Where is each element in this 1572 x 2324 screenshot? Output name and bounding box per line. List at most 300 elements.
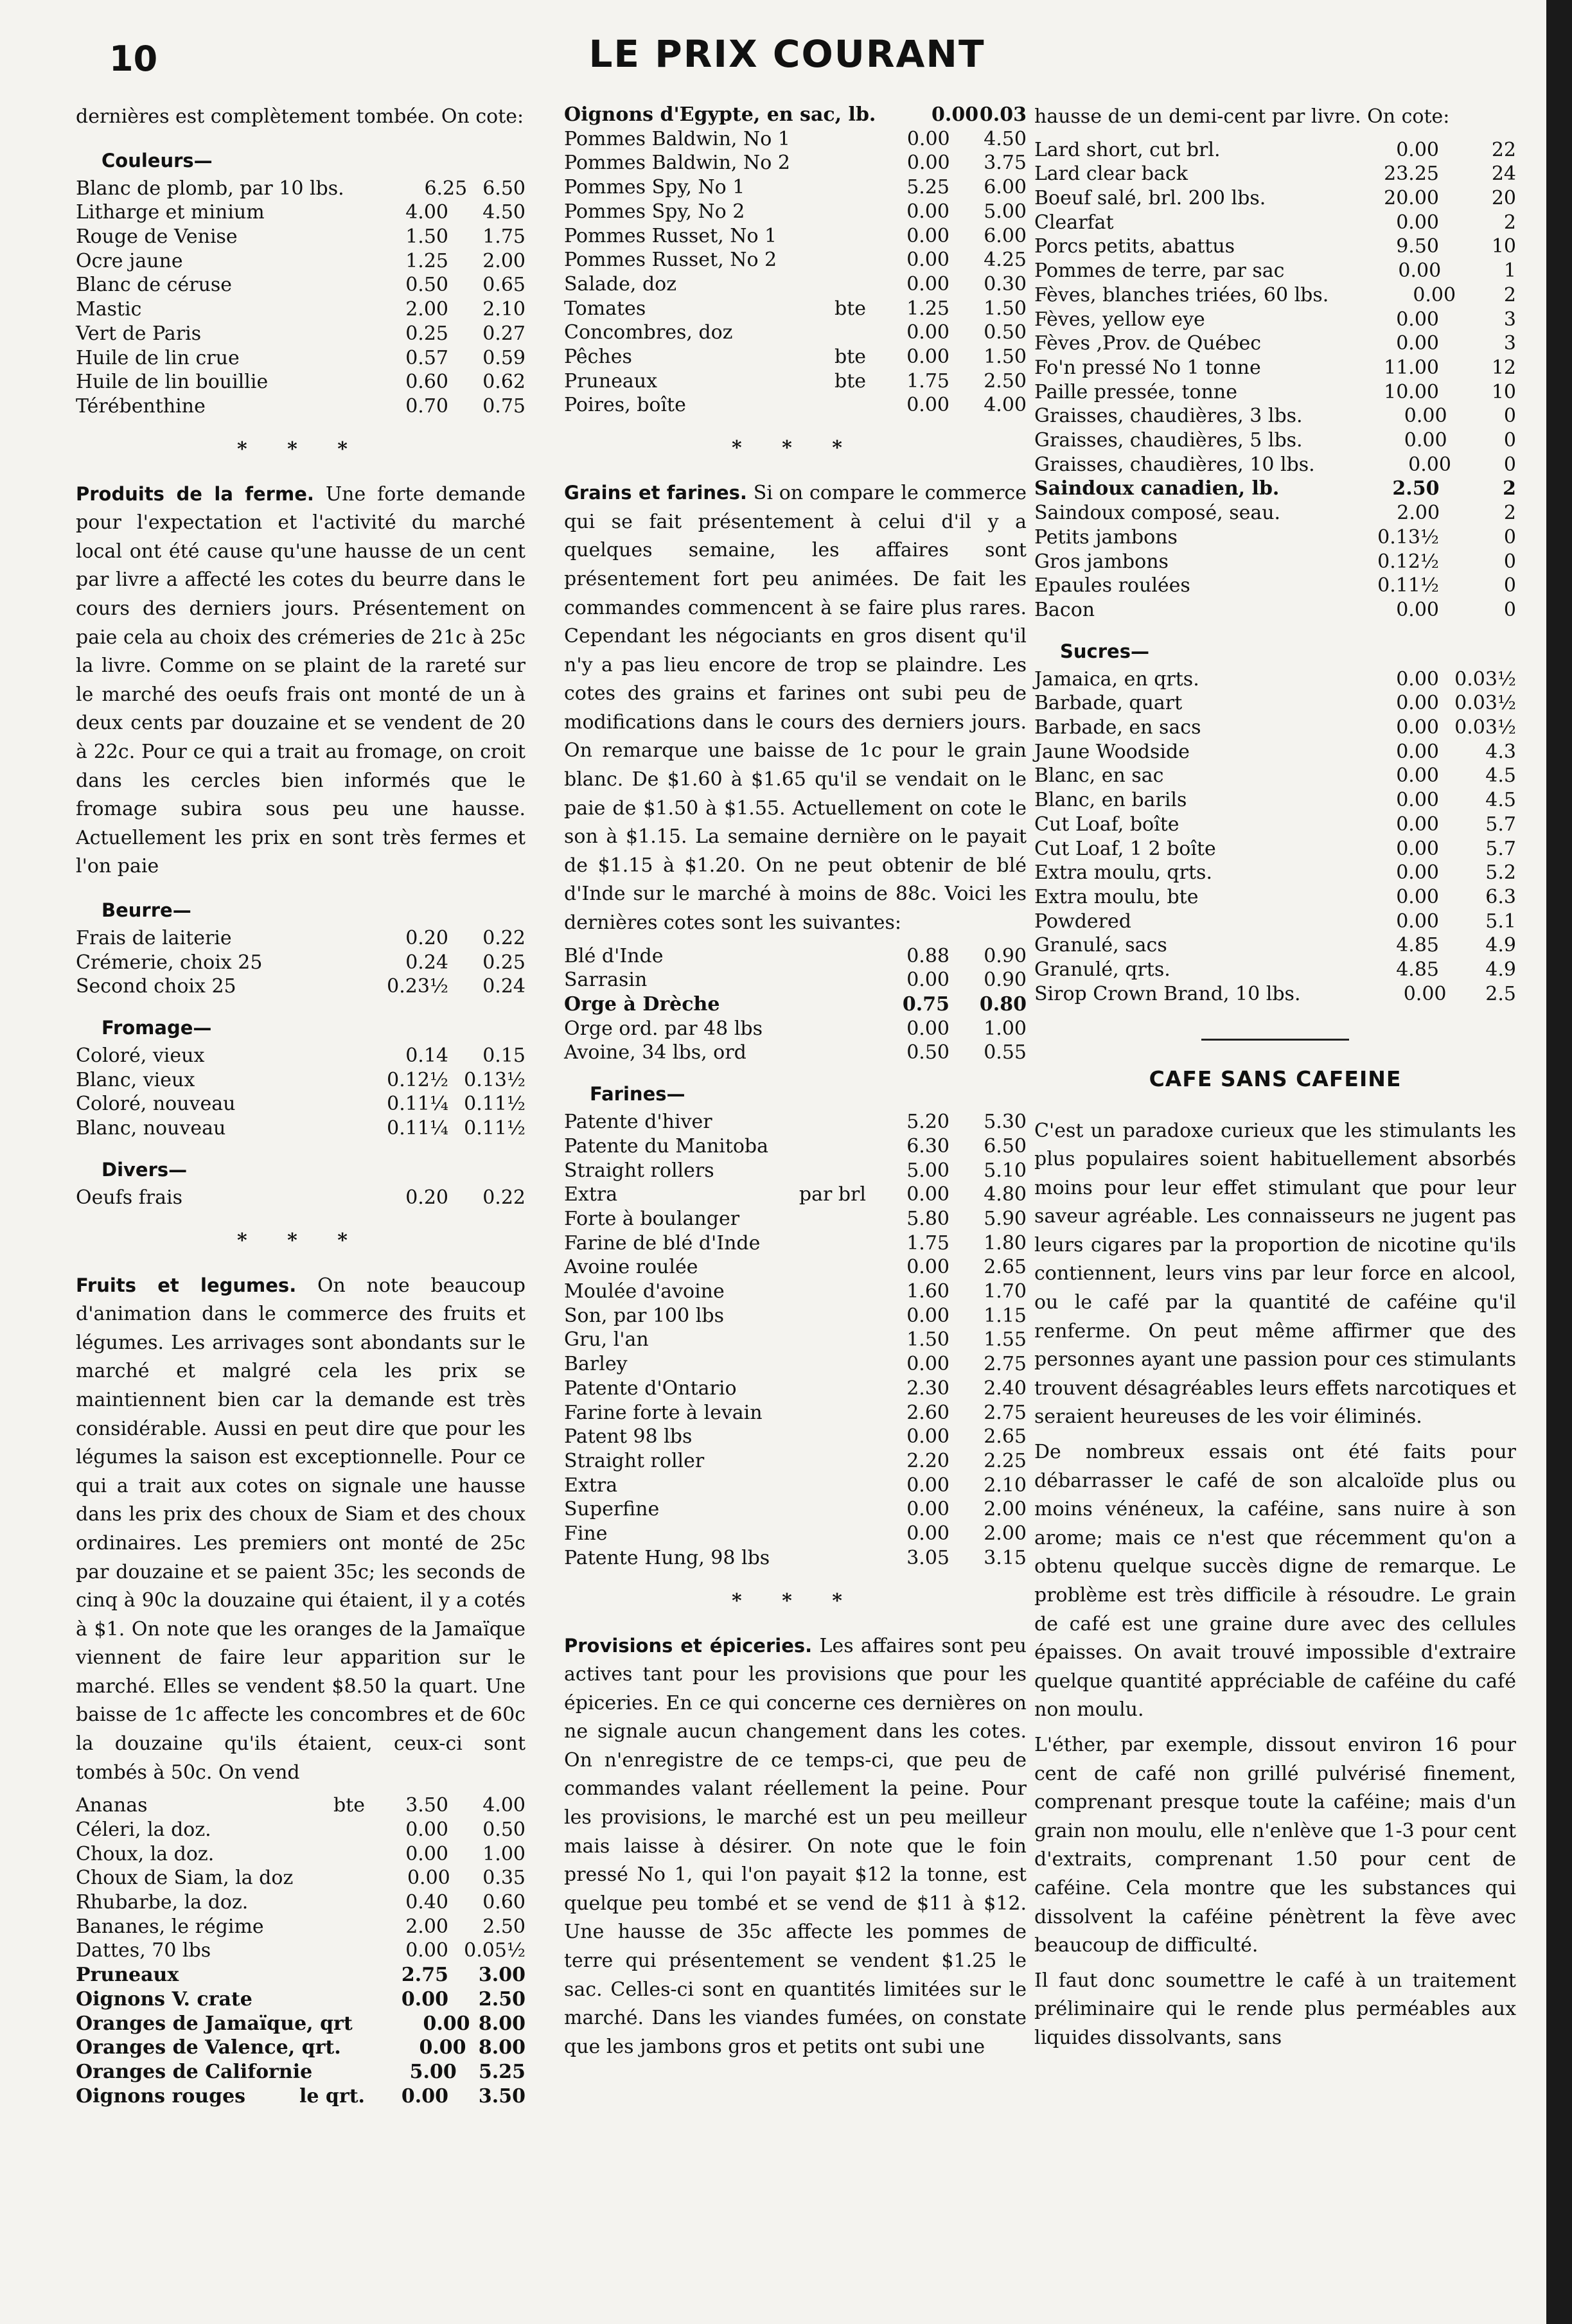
price-row <box>1034 138 1516 163</box>
price-row <box>1034 716 1516 740</box>
price-row <box>1034 598 1516 622</box>
price-high: 0.03½ <box>1454 667 1516 691</box>
price-item-name: Barbade, quart <box>1034 692 1183 715</box>
price-high: 0.13½ <box>464 1068 525 1091</box>
price-high: 0.25 <box>482 951 525 974</box>
price-item-name: Poires, boîte <box>564 394 686 417</box>
price-unit <box>1279 477 1363 501</box>
price-unit <box>1278 331 1362 356</box>
price-item-name: Lard short, cut brl. <box>1034 138 1221 161</box>
price-low: 0.00 <box>1408 453 1451 476</box>
price-high: 0.22 <box>482 926 525 949</box>
price-unit <box>288 1842 371 1867</box>
price-low: 2.20 <box>906 1450 949 1472</box>
price-low: 0.00 <box>932 103 979 126</box>
price-high: 5.7 <box>1485 813 1516 836</box>
section-divider: * * * <box>237 437 364 461</box>
price-high: 4.9 <box>1485 934 1516 957</box>
price-unit <box>1278 788 1362 813</box>
price-low: 0.00 <box>906 127 950 150</box>
price-row <box>1034 477 1516 501</box>
price-row <box>1034 186 1516 211</box>
price-unit <box>288 322 371 346</box>
price-high: 0.05½ <box>464 1939 525 1962</box>
price-unit <box>1278 716 1362 740</box>
price-row <box>564 1255 1027 1280</box>
price-unit <box>288 200 371 225</box>
price-high: 0.15 <box>482 1044 525 1068</box>
grains-heading: Grains et farines. <box>564 482 747 504</box>
price-high: 24 <box>1491 163 1516 186</box>
price-high: 12 <box>1491 356 1516 379</box>
price-item-name: Pommes Baldwin, No 2 <box>564 152 790 175</box>
price-high: 4.25 <box>984 249 1027 272</box>
price-item-name: Coloré, vieux <box>76 1044 205 1068</box>
price-unit <box>1301 982 1377 1007</box>
price-row <box>564 393 1027 418</box>
price-row <box>564 224 1027 249</box>
price-low: 0.13½ <box>1377 525 1439 549</box>
price-row <box>1034 740 1516 764</box>
price-item-name: Barbade, en sacs <box>1034 716 1201 739</box>
price-high: 2.50 <box>478 1987 525 2011</box>
price-unit: bte <box>333 1794 365 1817</box>
price-unit <box>1278 598 1362 622</box>
fruits-heading: Fruits et legumes. <box>76 1274 297 1296</box>
price-row <box>564 1522 1027 1546</box>
price-row <box>1034 764 1516 788</box>
price-unit <box>789 1041 872 1065</box>
price-row <box>1034 574 1516 598</box>
price-low: 0.00 <box>1403 982 1447 1005</box>
price-high: 5.10 <box>984 1159 1027 1182</box>
price-low: 0.00 <box>1396 598 1439 621</box>
price-unit: le qrt. <box>299 2084 365 2108</box>
section-divider: * * * <box>732 1589 859 1612</box>
price-high: 22 <box>1491 138 1516 161</box>
farines-table <box>564 1110 1027 1570</box>
price-item-name: Pruneaux <box>76 1964 179 1987</box>
price-row <box>1034 259 1516 283</box>
price-unit: bte <box>834 346 866 369</box>
price-unit <box>1303 428 1378 453</box>
price-high: 1.50 <box>984 297 1027 320</box>
price-item-name: Choux de Siam, la doz <box>76 1867 294 1890</box>
price-unit <box>789 944 872 969</box>
price-row <box>76 1987 525 2012</box>
price-item-name: Huile de lin bouillie <box>76 371 269 394</box>
price-row <box>1034 788 1516 813</box>
price-high: 5.90 <box>984 1207 1027 1230</box>
price-low: 5.20 <box>906 1111 949 1134</box>
price-row <box>564 248 1027 272</box>
price-item-name: Pommes Spy, No 1 <box>564 176 745 199</box>
price-row <box>564 1183 1027 1207</box>
price-low: 2.75 <box>401 1964 448 1987</box>
price-low: 0.00 <box>1396 885 1439 908</box>
price-low: 2.00 <box>405 1915 448 1938</box>
price-unit <box>1280 501 1363 525</box>
price-item-name: Farine forte à levain <box>564 1401 763 1424</box>
price-low: 0.00 <box>423 2012 470 2035</box>
section-divider: * * * <box>237 1229 364 1252</box>
price-high: 1.75 <box>482 225 525 248</box>
price-row <box>564 103 1027 127</box>
price-item-name: Dattes, 70 lbs <box>76 1939 211 1962</box>
price-item-name: Extra <box>564 1474 618 1497</box>
price-high: 2.50 <box>482 1915 525 1938</box>
price-low: 0.00 <box>906 152 950 175</box>
beurre-heading: Beurre— <box>102 899 191 921</box>
article-paragraph-2: De nombreux essais ont été faits pour débarrasser le café de son alcaloïde plus ou moins vénéneux, la caféine, sans nuire à son arome; mais ce n'est que récemment qu'on a obtenu quelque succès digne de remarque. Le problème est très difficile à résoudre. Le grain de café est une graine dure avec des cellules épaisses. On avait trouvé impossible d'extraire quelque quantité appréciable de caféine du café non moulu. <box>1034 1441 1516 1721</box>
price-low: 0.00 <box>1398 260 1442 283</box>
price-low: 0.00 <box>906 1017 949 1040</box>
price-unit <box>790 151 873 175</box>
price-item-name: Porcs petits, abattus <box>1034 235 1235 258</box>
price-high: 1 <box>1503 260 1517 283</box>
price-item-name: Son, par 100 lbs <box>564 1304 724 1327</box>
price-item-name: Patent 98 lbs <box>564 1425 693 1448</box>
price-unit <box>789 1352 872 1377</box>
divers-table <box>76 1186 525 1210</box>
price-high: 8.00 <box>478 2036 525 2059</box>
price-low: 0.75 <box>902 993 949 1016</box>
price-low: 0.00 <box>906 1498 949 1521</box>
price-low: 0.00 <box>906 1304 949 1327</box>
price-item-name: Powdered <box>1034 910 1131 933</box>
price-high: 0.90 <box>984 969 1027 992</box>
price-low: 2.60 <box>906 1401 949 1424</box>
price-unit <box>288 346 371 371</box>
price-unit <box>1278 211 1362 235</box>
price-low: 0.00 <box>1396 740 1439 763</box>
price-item-name: Térébenthine <box>76 394 206 418</box>
beurre-table <box>76 926 525 999</box>
price-high: 0.27 <box>482 322 525 345</box>
price-unit <box>288 1939 371 1963</box>
price-row <box>76 1915 525 1939</box>
price-low: 0.00 <box>906 321 949 344</box>
price-low: 0.00 <box>1404 429 1447 452</box>
price-low: 0.00 <box>906 969 949 992</box>
price-low: 0.00 <box>1396 764 1439 788</box>
price-high: 0.62 <box>482 371 525 394</box>
price-unit <box>789 1231 872 1256</box>
price-item-name: Avoine, 34 lbs, ord <box>564 1041 746 1064</box>
price-row <box>564 175 1027 200</box>
price-high: 10 <box>1491 235 1516 258</box>
price-row <box>1034 380 1516 405</box>
price-item-name: Straight roller <box>564 1450 705 1472</box>
price-low: 1.50 <box>906 1328 949 1351</box>
price-item-name: Orge à Drèche <box>564 993 720 1016</box>
price-high: 5.00 <box>984 200 1027 223</box>
price-item-name: Second choix 25 <box>76 975 236 998</box>
price-unit <box>288 1987 371 2012</box>
article-rule <box>1201 1039 1349 1041</box>
price-item-name: Clearfat <box>1034 211 1114 234</box>
price-unit <box>1278 162 1362 186</box>
price-unit <box>1278 861 1362 885</box>
price-item-name: Orge ord. par 48 lbs <box>564 1017 763 1040</box>
price-row <box>564 1134 1027 1159</box>
price-low: 5.00 <box>409 2060 457 2083</box>
price-row <box>1034 211 1516 235</box>
price-row <box>76 2060 525 2084</box>
price-low: 0.00 <box>1396 813 1439 836</box>
price-unit <box>789 968 872 992</box>
price-high: 3 <box>1503 332 1516 355</box>
price-low: 1.75 <box>906 1231 949 1254</box>
price-low: 10.00 <box>1384 380 1439 403</box>
price-unit <box>1329 283 1395 308</box>
price-low: 23.25 <box>1384 163 1439 186</box>
price-row <box>564 321 1027 345</box>
price-unit: bte <box>834 297 866 320</box>
price-row <box>1034 404 1516 428</box>
price-row <box>76 1866 525 1890</box>
price-low: 0.00 <box>1396 861 1439 885</box>
price-high: 0 <box>1503 525 1516 549</box>
price-high: 2.50 <box>984 369 1027 392</box>
price-unit <box>789 1377 872 1401</box>
price-unit <box>293 1866 375 1890</box>
price-item-name: Forte à boulanger <box>564 1207 740 1230</box>
article-paragraph-1: C'est un paradoxe curieux que les stimulants les plus populaires soient habituellement absorbés moins pour leur effet stimulant que pour leur saveur agréable. Les connaisseurs ne jugent pas leurs cigares par la proportion de nicotine qu'ils contiennent, leurs vins par leur force en alcool, ou le café par la quantité de caféine qu'il renferme. On peut même affirmer que des personnes ayant une passion pour ces stimulants trouvent désagréables leurs effets narcotiques et seraient heureuses de les voir éliminés. <box>1034 1119 1516 1429</box>
price-low: 0.00 <box>407 1867 450 1890</box>
price-row <box>1034 861 1516 885</box>
price-row <box>1034 958 1516 982</box>
price-item-name: Graisses, chaudières, 3 lbs. <box>1034 405 1303 428</box>
price-item-name: Extra moulu, bte <box>1034 885 1199 908</box>
price-high: 0.03 <box>979 103 1027 126</box>
price-unit <box>1278 667 1362 692</box>
price-unit <box>789 1425 872 1449</box>
price-unit <box>1278 837 1362 861</box>
price-item-name: Mastic <box>76 298 142 321</box>
price-unit <box>288 225 371 249</box>
price-unit: bte <box>834 369 866 392</box>
price-low: 0.00 <box>1396 837 1439 860</box>
price-high: 0.03½ <box>1454 716 1516 739</box>
price-item-name: Patente Hung, 98 lbs <box>564 1546 770 1569</box>
price-high: 3.75 <box>984 152 1027 175</box>
price-item-name: Granulé, sacs <box>1034 934 1167 957</box>
price-item-name: Choux, la doz. <box>76 1842 215 1865</box>
price-item-name: Fèves ,Prov. de Québec <box>1034 332 1262 355</box>
price-high: 4.9 <box>1485 958 1516 982</box>
price-high: 0.90 <box>984 944 1027 967</box>
price-item-name: Céleri, la doz. <box>76 1818 211 1841</box>
price-unit <box>1278 525 1362 550</box>
price-unit <box>288 974 371 999</box>
price-row <box>564 1377 1027 1401</box>
price-item-name: Salade, doz <box>564 272 677 295</box>
price-high: 0.24 <box>482 975 525 998</box>
price-low: 0.50 <box>906 1041 949 1064</box>
price-item-name: Blanc de céruse <box>76 274 233 297</box>
price-high: 1.15 <box>984 1304 1027 1327</box>
price-unit <box>312 2060 387 2084</box>
price-unit <box>789 1255 872 1280</box>
price-low: 0.00 <box>1396 211 1439 234</box>
price-low: 0.00 <box>906 1522 949 1545</box>
price-item-name: Jaune Woodside <box>1034 740 1190 763</box>
price-row <box>564 1449 1027 1474</box>
price-high: 4.50 <box>482 201 525 224</box>
price-row <box>1034 885 1516 910</box>
price-high: 3.00 <box>478 1964 525 1987</box>
divers-heading: Divers— <box>102 1158 188 1181</box>
price-high: 5.2 <box>1485 861 1516 885</box>
price-low: 1.50 <box>405 225 448 248</box>
price-unit <box>789 175 872 200</box>
price-row <box>564 1017 1027 1041</box>
provisions-heading: Provisions et épiceries. <box>564 1634 813 1657</box>
price-low: 0.00 <box>906 1183 949 1206</box>
price-row <box>564 297 1027 321</box>
price-row <box>76 346 525 371</box>
price-item-name: Petits jambons <box>1034 525 1178 549</box>
price-row <box>76 2084 525 2109</box>
price-unit <box>288 1186 371 1210</box>
price-high: 5.7 <box>1485 837 1516 860</box>
price-row <box>1034 234 1516 259</box>
price-high: 6.00 <box>984 176 1027 199</box>
price-row <box>564 1280 1027 1304</box>
price-item-name: Pommes Russet, No 2 <box>564 249 777 272</box>
price-low: 1.25 <box>906 297 949 320</box>
price-item-name: Coloré, nouveau <box>76 1093 236 1116</box>
grains-table <box>564 944 1027 1066</box>
column-1 <box>76 103 525 2108</box>
price-low: 5.00 <box>906 1159 949 1182</box>
price-high: 2.10 <box>482 298 525 321</box>
price-high: 2.25 <box>984 1450 1027 1472</box>
price-high: 2 <box>1503 283 1516 306</box>
price-low: 0.00 <box>906 1353 949 1376</box>
price-unit <box>789 1207 872 1231</box>
price-high: 2 <box>1503 211 1516 234</box>
price-row <box>1034 691 1516 716</box>
price-item-name: Cut Loaf, 1 2 boîte <box>1034 837 1216 860</box>
price-unit <box>1278 380 1362 405</box>
price-high: 2 <box>1503 502 1516 525</box>
page-edge-shadow <box>1546 0 1572 2324</box>
price-high: 1.70 <box>984 1280 1027 1303</box>
price-high: 0.60 <box>482 1891 525 1914</box>
price-row <box>1034 356 1516 380</box>
price-unit <box>288 1963 371 1987</box>
price-item-name: Farine de blé d'Inde <box>564 1231 761 1254</box>
price-unit <box>1278 958 1362 982</box>
price-low: 0.00 <box>1396 910 1439 933</box>
price-low: 0.00 <box>906 200 949 223</box>
price-high: 2.00 <box>482 249 525 272</box>
price-row <box>564 1304 1027 1328</box>
price-unit <box>288 1116 371 1141</box>
price-row <box>76 1963 525 1987</box>
price-low: 0.23½ <box>387 975 448 998</box>
price-unit <box>288 394 371 419</box>
couleurs-table <box>76 177 525 419</box>
price-item-name: Avoine roulée <box>564 1256 698 1279</box>
price-low: 3.50 <box>405 1794 448 1817</box>
price-low: 0.11½ <box>1377 574 1439 597</box>
price-high: 0 <box>1503 429 1517 452</box>
price-item-name: Pommes Russet, No 1 <box>564 224 777 247</box>
fromage-table <box>76 1044 525 1141</box>
price-high: 4.5 <box>1485 789 1516 812</box>
price-row <box>1034 283 1516 308</box>
price-row <box>564 369 1027 394</box>
price-unit <box>1278 740 1362 764</box>
price-high: 4.5 <box>1485 764 1516 788</box>
price-item-name: Gros jambons <box>1034 550 1169 573</box>
price-low: 0.11¼ <box>387 1093 448 1116</box>
price-item-name: Patente du Manitoba <box>564 1134 768 1158</box>
grains-paragraph <box>564 479 1027 938</box>
price-row <box>1034 525 1516 550</box>
price-high: 2.5 <box>1485 982 1516 1005</box>
price-row <box>76 1186 525 1210</box>
price-high: 0.11½ <box>464 1093 525 1116</box>
price-row <box>1034 837 1516 861</box>
price-high: 1.50 <box>984 346 1027 369</box>
price-item-name: Oranges de Valence, qrt. <box>76 2036 341 2059</box>
price-row <box>564 968 1027 992</box>
price-row <box>76 297 525 322</box>
article-title: CAFE SANS CAFEINE <box>1149 1066 1402 1091</box>
price-unit <box>789 992 872 1017</box>
price-low: 11.00 <box>1384 356 1439 379</box>
price-item-name: Concombres, doz <box>564 321 733 344</box>
price-high: 5.30 <box>984 1111 1027 1134</box>
price-low: 0.00 <box>906 224 949 247</box>
price-row <box>76 1939 525 1963</box>
price-low: 0.00 <box>1396 667 1439 691</box>
produits-paragraph <box>76 480 525 881</box>
price-row <box>76 1793 525 1818</box>
price-row <box>564 1328 1027 1352</box>
price-item-name: Litharge et minium <box>76 201 265 224</box>
price-row <box>1034 982 1516 1007</box>
price-item-name: Sarrasin <box>564 969 648 992</box>
price-high: 4.50 <box>984 127 1027 150</box>
price-item-name: Fine <box>564 1522 608 1545</box>
price-item-name: Oeufs frais <box>76 1186 183 1209</box>
price-item-name: Moulée d'avoine <box>564 1280 725 1303</box>
article-paragraph-4: Il faut donc soumettre le café à un traitement préliminaire qui le rende plus perméables aux liquides dissolvants, sans <box>1034 1969 1516 2049</box>
provisions-paragraph <box>564 1632 1027 2062</box>
price-row <box>1034 813 1516 837</box>
price-row <box>564 1159 1027 1183</box>
price-item-name: Oignons rouges <box>76 2084 246 2108</box>
price-low: 0.60 <box>405 371 448 394</box>
price-high: 10 <box>1491 380 1516 403</box>
price-high: 0.55 <box>984 1041 1027 1064</box>
price-low: 5.80 <box>906 1207 949 1230</box>
price-unit <box>789 1328 872 1352</box>
price-row <box>1034 910 1516 934</box>
column-2 <box>564 103 1027 2068</box>
col1-intro: dernières est complètement tombée. On cote: <box>76 105 524 128</box>
price-high: 6.3 <box>1485 885 1516 908</box>
price-low: 0.50 <box>405 274 448 297</box>
page-header <box>71 26 1503 96</box>
price-low: 0.20 <box>405 1186 448 1209</box>
price-unit <box>1284 259 1366 283</box>
